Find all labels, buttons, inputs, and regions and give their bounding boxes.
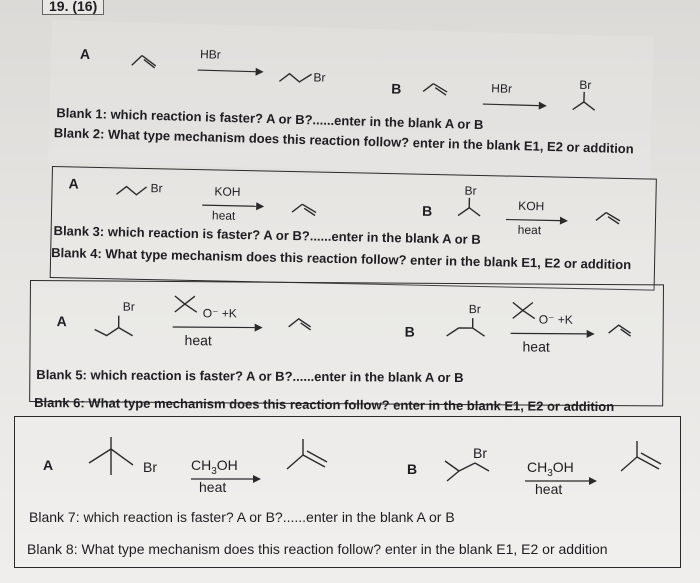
propene-structure [132, 51, 173, 72]
reagent-bottom-b: heat [522, 338, 550, 355]
reagent-a: HBr [199, 47, 221, 62]
alkene-product-a [292, 202, 326, 219]
substrate-b-structure [445, 316, 491, 340]
blank-4-prompt: Blank 4: What type mechanism does this reaction follow? enter in the blank E1, E2 or addition [51, 245, 632, 273]
reagent-top-b: $CH_3OH$ [527, 459, 574, 479]
reagent-bottom-b: heat [517, 222, 542, 238]
reaction-arrow-a [173, 322, 263, 333]
reagent-top: KOH [214, 184, 241, 199]
problem-panel-4 [14, 416, 681, 568]
product-b-structure [571, 92, 602, 117]
label-b: B [390, 80, 402, 97]
reagent-bottom: heat [184, 332, 212, 349]
substrate-a-label: Br [122, 299, 135, 314]
blank-3-prompt: Blank 3: which reaction is faster? A or B?......enter in the blank A or B [53, 223, 481, 247]
substrate-a-structure [85, 435, 145, 487]
alkene-product-b [596, 210, 630, 227]
label-b: B [404, 323, 415, 340]
alkene-product-b [619, 441, 671, 481]
blank-5-prompt: Blank 5: which reaction is faster? A or B?......enter in the blank A or B [36, 367, 464, 386]
reagent-base: O⁻ +K [202, 306, 237, 321]
question-number: 19. (16) [42, 0, 104, 15]
blank-1-prompt: Blank 1: which reaction is faster? A or B?......enter in the blank A or B [56, 105, 484, 133]
label-b: B [407, 461, 418, 477]
reagent-bottom: heat [199, 479, 227, 495]
label-a: A [79, 45, 91, 63]
substrate-b-label: Br [464, 183, 477, 198]
reagent-top: $CH_3OH$ [191, 457, 238, 477]
reaction-arrow-b [511, 328, 595, 339]
label-a: A [43, 457, 54, 473]
alkene-product-b [609, 323, 645, 339]
substrate-a-label: Br [150, 181, 163, 196]
problem-panel-3 [29, 280, 664, 415]
reagent-b: HBr [491, 81, 513, 96]
substrate-a-structure [93, 313, 143, 337]
substrate-b-label: Br [468, 302, 481, 317]
alkene-product-a [285, 439, 337, 479]
substrate-b-structure [456, 197, 486, 222]
propene-structure-b [423, 79, 464, 100]
reaction-arrow-a [198, 65, 264, 77]
reagent-bottom-b: heat [535, 481, 563, 497]
reagent-base-b: O⁻ +K [538, 312, 573, 327]
product-a-label: Br [313, 70, 326, 85]
tert-butoxide-structure-b [509, 300, 539, 322]
problem-panel-1 [48, 20, 654, 179]
reagent-bottom: heat [211, 208, 236, 223]
substrate-a-label: Br [143, 459, 157, 475]
substrate-b-label: Br [473, 445, 487, 461]
reaction-arrow-b [483, 99, 547, 111]
blank-8-prompt: Blank 8: What type mechanism does this reaction follow? enter in the blank E1, E2 or addition [27, 541, 608, 557]
alkene-product-a [289, 317, 325, 333]
blank-2-prompt: Blank 2: What type mechanism does this reaction follow? enter in the blank E1, E2 or addition [53, 125, 634, 157]
problem-panel-2 [50, 166, 657, 291]
reagent-top-b: KOH [518, 198, 545, 214]
blank-7-prompt: Blank 7: which reaction is faster? A or B?......enter in the blank A or B [29, 509, 455, 525]
blank-6-prompt: Blank 6: What type mechanism does this reaction follow? enter in the blank E1, E2 or addition [34, 395, 615, 415]
label-a: A [68, 175, 79, 192]
tert-butoxide-structure [171, 294, 201, 316]
label-a: A [56, 313, 67, 330]
label-b: B [421, 202, 433, 219]
product-b-label: Br [579, 77, 592, 93]
substrate-b-structure [443, 457, 499, 485]
